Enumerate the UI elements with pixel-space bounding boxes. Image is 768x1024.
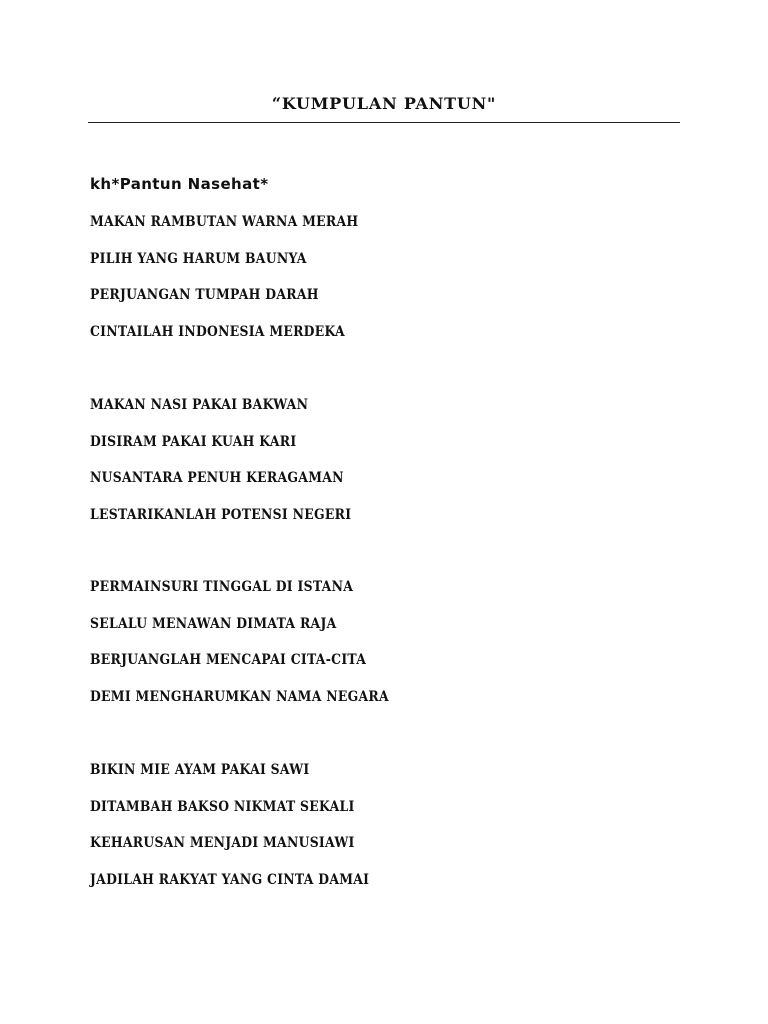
- pantun-line: DITAMBAH BAKSO NIKMAT SEKALI: [90, 798, 355, 815]
- pantun-line: LESTARIKANLAH POTENSI NEGERI: [90, 506, 352, 523]
- pantun-line: JADILAH RAKYAT YANG CINTA DAMAI: [90, 871, 370, 888]
- document-title: “KUMPULAN PANTUN": [271, 94, 497, 113]
- pantun-line: DISIRAM PAKAI KUAH KARI: [90, 433, 297, 450]
- pantun-stanza-2: [90, 395, 374, 541]
- pantun-line: MAKAN RAMBUTAN WARNA MERAH: [90, 214, 359, 230]
- pantun-line: NUSANTARA PENUH KERAGAMAN: [90, 470, 344, 486]
- pantun-stanza-1: [90, 212, 382, 358]
- pantun-line: SELALU MENAWAN DIMATA RAJA: [90, 615, 337, 632]
- pantun-line: PERMAINSURI TINGGAL DI ISTANA: [90, 579, 354, 595]
- pantun-line: BERJUANGLAH MENCAPAI CITA-CITA: [90, 652, 367, 668]
- pantun-line: DEMI MENGHARUMKAN NAMA NEGARA: [90, 688, 389, 705]
- pantun-stanza-4: [90, 760, 394, 906]
- pantun-line: PERJUANGAN TUMPAH DARAH: [90, 287, 319, 303]
- pantun-stanza-3: [90, 577, 415, 723]
- title-underline: [88, 122, 680, 123]
- pantun-line: PILIH YANG HARUM BAUNYA: [90, 250, 307, 267]
- pantun-line: CINTAILAH INDONESIA MERDEKA: [90, 323, 345, 340]
- pantun-line: BIKIN MIE AYAM PAKAI SAWI: [90, 762, 310, 778]
- pantun-line: KEHARUSAN MENJADI MANUSIAWI: [90, 835, 355, 851]
- pantun-line: MAKAN NASI PAKAI BAKWAN: [90, 397, 309, 413]
- section-heading: kh*Pantun Nasehat*: [90, 175, 269, 193]
